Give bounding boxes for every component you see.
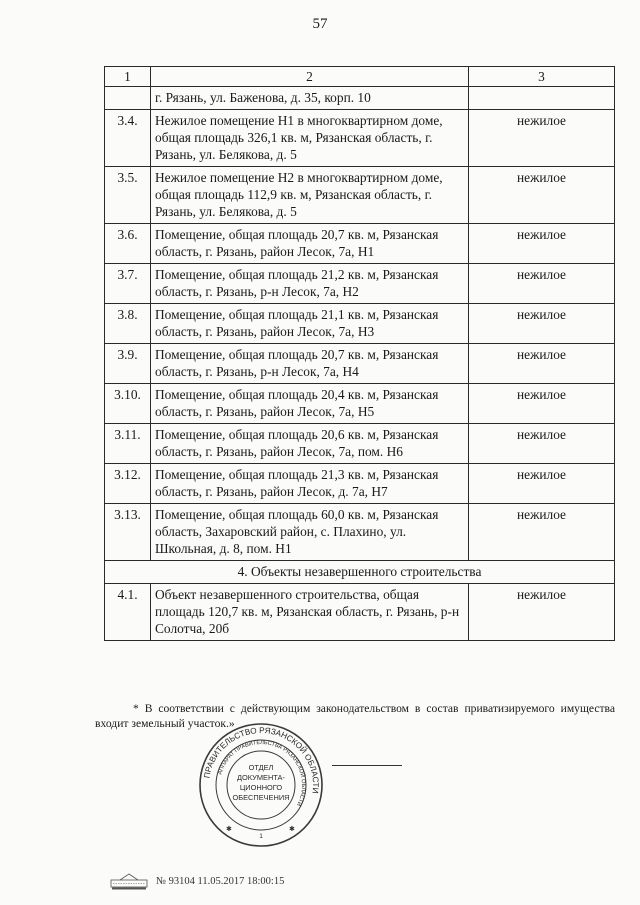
row-number: 4.1. [105, 584, 151, 641]
footnote: * В соответствии с действующим законодательством в состав приватизируемого имущества входит земельный участок.» [95, 702, 615, 730]
stamp-center-line: ЦИОННОГО [239, 783, 283, 792]
row-number: 3.13. [105, 504, 151, 561]
row-description: Нежилое помещение Н1 в многоквартирном доме, общая площадь 326,1 кв. м, Рязанская область, г. Рязань, ул. Белякова, д. 5 [151, 110, 469, 167]
row-type: нежилое [469, 584, 615, 641]
section-title: 4. Объекты незавершенного строительства [105, 561, 615, 584]
registration-footer [110, 872, 284, 890]
page-number: 57 [312, 16, 328, 32]
row-description: Помещение, общая площадь 20,7 кв. м, Рязанская область, г. Рязань, район Лесок, 7а, Н1 [151, 224, 469, 264]
row-type [469, 87, 615, 110]
stamp-star-icon: ✱ [289, 825, 295, 833]
row-number: 3.7. [105, 264, 151, 304]
column-header: 3 [469, 67, 615, 87]
row-description: Помещение, общая площадь 20,4 кв. м, Рязанская область, г. Рязань, район Лесок, 7а, Н5 [151, 384, 469, 424]
row-type: нежилое [469, 167, 615, 224]
stamp-star-icon: ✱ [226, 825, 232, 833]
row-number: 3.6. [105, 224, 151, 264]
stamp-inner-text: АППАРАТ ПРАВИТЕЛЬСТВА РЯЗАНСКОЙ ОБЛАСТИ [217, 739, 307, 807]
table-row [105, 87, 615, 110]
table-row [105, 504, 615, 561]
column-header: 2 [151, 67, 469, 87]
stamp-center-line: ДОКУМЕНТА- [237, 773, 285, 782]
printer-logo-icon [110, 872, 148, 890]
row-number: 3.9. [105, 344, 151, 384]
row-type: нежилое [469, 264, 615, 304]
row-number: 3.10. [105, 384, 151, 424]
row-description: Помещение, общая площадь 20,7 кв. м, Рязанская область, г. Рязань, р-н Лесок, 7а, Н4 [151, 344, 469, 384]
table-row [105, 264, 615, 304]
row-number: 3.5. [105, 167, 151, 224]
table-row [105, 464, 615, 504]
row-description: Помещение, общая площадь 21,1 кв. м, Рязанская область, г. Рязань, район Лесок, 7а, Н3 [151, 304, 469, 344]
column-header: 1 [105, 67, 151, 87]
row-description: Помещение, общая площадь 60,0 кв. м, Рязанская область, Захаровский район, с. Плахино, ул. Школьная, д. 8, пом. Н1 [151, 504, 469, 561]
row-type: нежилое [469, 224, 615, 264]
row-number [105, 87, 151, 110]
row-number: 3.11. [105, 424, 151, 464]
property-table [104, 66, 615, 641]
row-type: нежилое [469, 464, 615, 504]
row-type: нежилое [469, 344, 615, 384]
stamp-outer-text: ПРАВИТЕЛЬСТВО РЯЗАНСКОЙ ОБЛАСТИ [202, 725, 321, 794]
table-row [105, 584, 615, 641]
row-description: Помещение, общая площадь 21,2 кв. м, Рязанская область, г. Рязань, р-н Лесок, 7а, Н2 [151, 264, 469, 304]
table-row [105, 167, 615, 224]
table-row [105, 110, 615, 167]
table-header-row [105, 67, 615, 87]
row-description: Нежилое помещение Н2 в многоквартирном доме, общая площадь 112,9 кв. м, Рязанская область, г. Рязань, ул. Белякова, д. 5 [151, 167, 469, 224]
row-type: нежилое [469, 304, 615, 344]
row-number: 3.12. [105, 464, 151, 504]
row-type: нежилое [469, 384, 615, 424]
table-row [105, 424, 615, 464]
row-type: нежилое [469, 424, 615, 464]
table-body [105, 87, 615, 641]
row-description: г. Рязань, ул. Баженова, д. 35, корп. 10 [151, 87, 469, 110]
row-description: Помещение, общая площадь 21,3 кв. м, Рязанская область, г. Рязань, район Лесок, д. 7а, Н7 [151, 464, 469, 504]
table-row [105, 224, 615, 264]
table-row [105, 384, 615, 424]
row-number: 3.4. [105, 110, 151, 167]
registration-stamp: № 93104 11.05.2017 18:00:15 [156, 875, 285, 887]
table-row [105, 304, 615, 344]
table-row [105, 344, 615, 384]
signature-line [332, 765, 402, 766]
row-type: нежилое [469, 504, 615, 561]
stamp-number: 1 [259, 833, 263, 840]
stamp-center-line: ОТДЕЛ [248, 763, 274, 772]
row-number: 3.8. [105, 304, 151, 344]
stamp-center-line: ОБЕСПЕЧЕНИЯ [232, 793, 290, 802]
section-header-row [105, 561, 615, 584]
official-stamp [198, 722, 324, 848]
row-description: Объект незавершенного строительства, общая площадь 120,7 кв. м, Рязанская область, г. Рязань, р-н Солотча, 20б [151, 584, 469, 641]
row-description: Помещение, общая площадь 20,6 кв. м, Рязанская область, г. Рязань, район Лесок, 7а, пом. Н6 [151, 424, 469, 464]
row-type: нежилое [469, 110, 615, 167]
